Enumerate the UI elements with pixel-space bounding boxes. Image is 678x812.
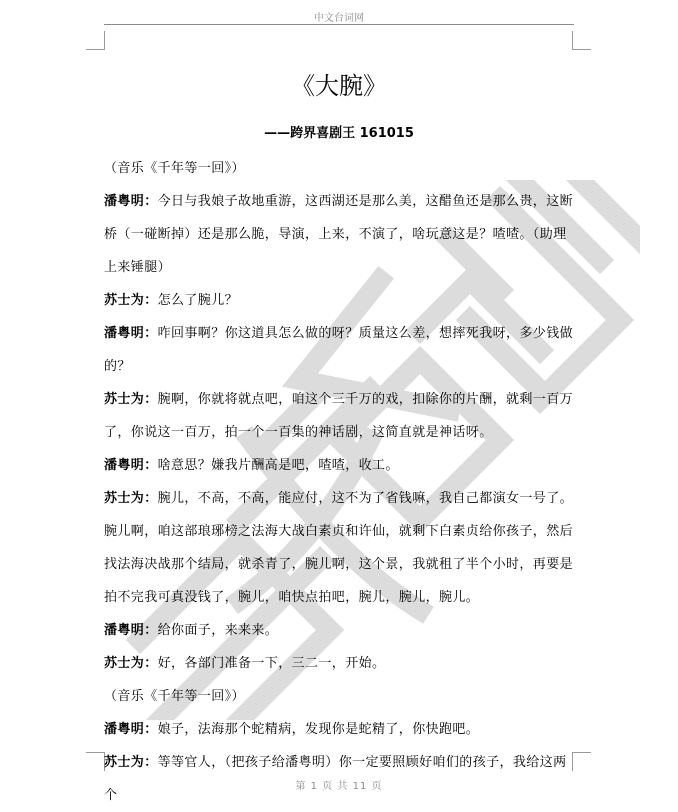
speaker-name: 潘粤明： — [104, 326, 158, 341]
dialogue-text: 腕儿，不高，不高，能应付，这不为了省钱嘛，我自己都演女一号了。腕儿啊，咱这部琅琊榜之法海大战白素贞和许仙，就剩下白素贞给你孩子，然后找法海决战那个结局，就杀青了，腕儿啊，这个景，我就租了半个小时，再要是拍不完我可真没钱了，腕儿，咱快点拍吧，腕儿，腕儿，腕儿。 — [104, 491, 574, 605]
dialogue-text: 咋回事啊？你这道具怎么做的呀？质量这么差，想摔死我呀，多少钱做的？ — [104, 326, 574, 374]
speaker-name: 潘粤明： — [104, 194, 158, 209]
dialogue-text: 娘子，法海那个蛇精病，发现你是蛇精了，你快跑吧。 — [157, 722, 480, 737]
speaker-name: 苏士为： — [104, 656, 158, 671]
speaker-name: 潘粤明： — [104, 722, 158, 737]
paragraph-dialogue — [104, 482, 578, 614]
paragraph-dialogue — [104, 614, 578, 647]
page-number-footer: 第 1 页 共 11 页 — [295, 781, 383, 792]
paragraph-stage-direction — [104, 152, 578, 185]
dialogue-text: 怎么了腕儿？ — [157, 293, 239, 308]
paragraph-dialogue — [104, 185, 578, 284]
document-subtitle: ——跨界喜剧王 161015 — [264, 126, 414, 141]
paragraph-text: （音乐《千年等一回》） — [104, 161, 245, 176]
header-divider — [104, 24, 574, 25]
paragraph-dialogue — [104, 647, 578, 680]
paragraph-dialogue — [104, 383, 578, 449]
document-body — [104, 152, 578, 812]
dialogue-text: 给你面子，来来来。 — [157, 623, 279, 638]
paragraph-dialogue — [104, 317, 578, 383]
paragraph-dialogue — [104, 713, 578, 746]
document-title: 《大腕》 — [291, 72, 387, 100]
paragraph-text: （音乐《千年等一回》） — [104, 689, 245, 704]
speaker-name: 苏士为： — [104, 755, 158, 770]
speaker-name: 潘粤明： — [104, 623, 158, 638]
dialogue-text: 好，各部门准备一下，三二一，开始。 — [157, 656, 386, 671]
speaker-name: 潘粤明： — [104, 458, 158, 473]
paragraph-stage-direction — [104, 680, 578, 713]
dialogue-text: 今日与我娘子故地重游，这西湖还是那么美，这醋鱼还是那么贵，这断桥（一碰断掉）还是那么脆，导演，上来，不演了，啥玩意这是？喳喳。（助理上来锤腿） — [104, 194, 574, 275]
paragraph-dialogue — [104, 449, 578, 482]
paragraph-dialogue — [104, 284, 578, 317]
header-site-name: 中文台词网 — [314, 13, 364, 24]
speaker-name: 苏士为： — [104, 293, 158, 308]
speaker-name: 苏士为： — [104, 491, 158, 506]
speaker-name: 苏士为： — [104, 392, 158, 407]
dialogue-text: 等等官人，（把孩子给潘粤明）你一定要照顾好咱们的孩子，我给这两个 — [104, 755, 567, 803]
dialogue-text: 啥意思？嫌我片酬高是吧，喳喳，收工。 — [157, 458, 399, 473]
dialogue-text: 腕啊，你就将就点吧，咱这个三千万的戏，扣除你的片酬，就剩一百万了，你说这一百万，拍一个一百集的神话剧，这简直就是神话呀。 — [104, 392, 574, 440]
